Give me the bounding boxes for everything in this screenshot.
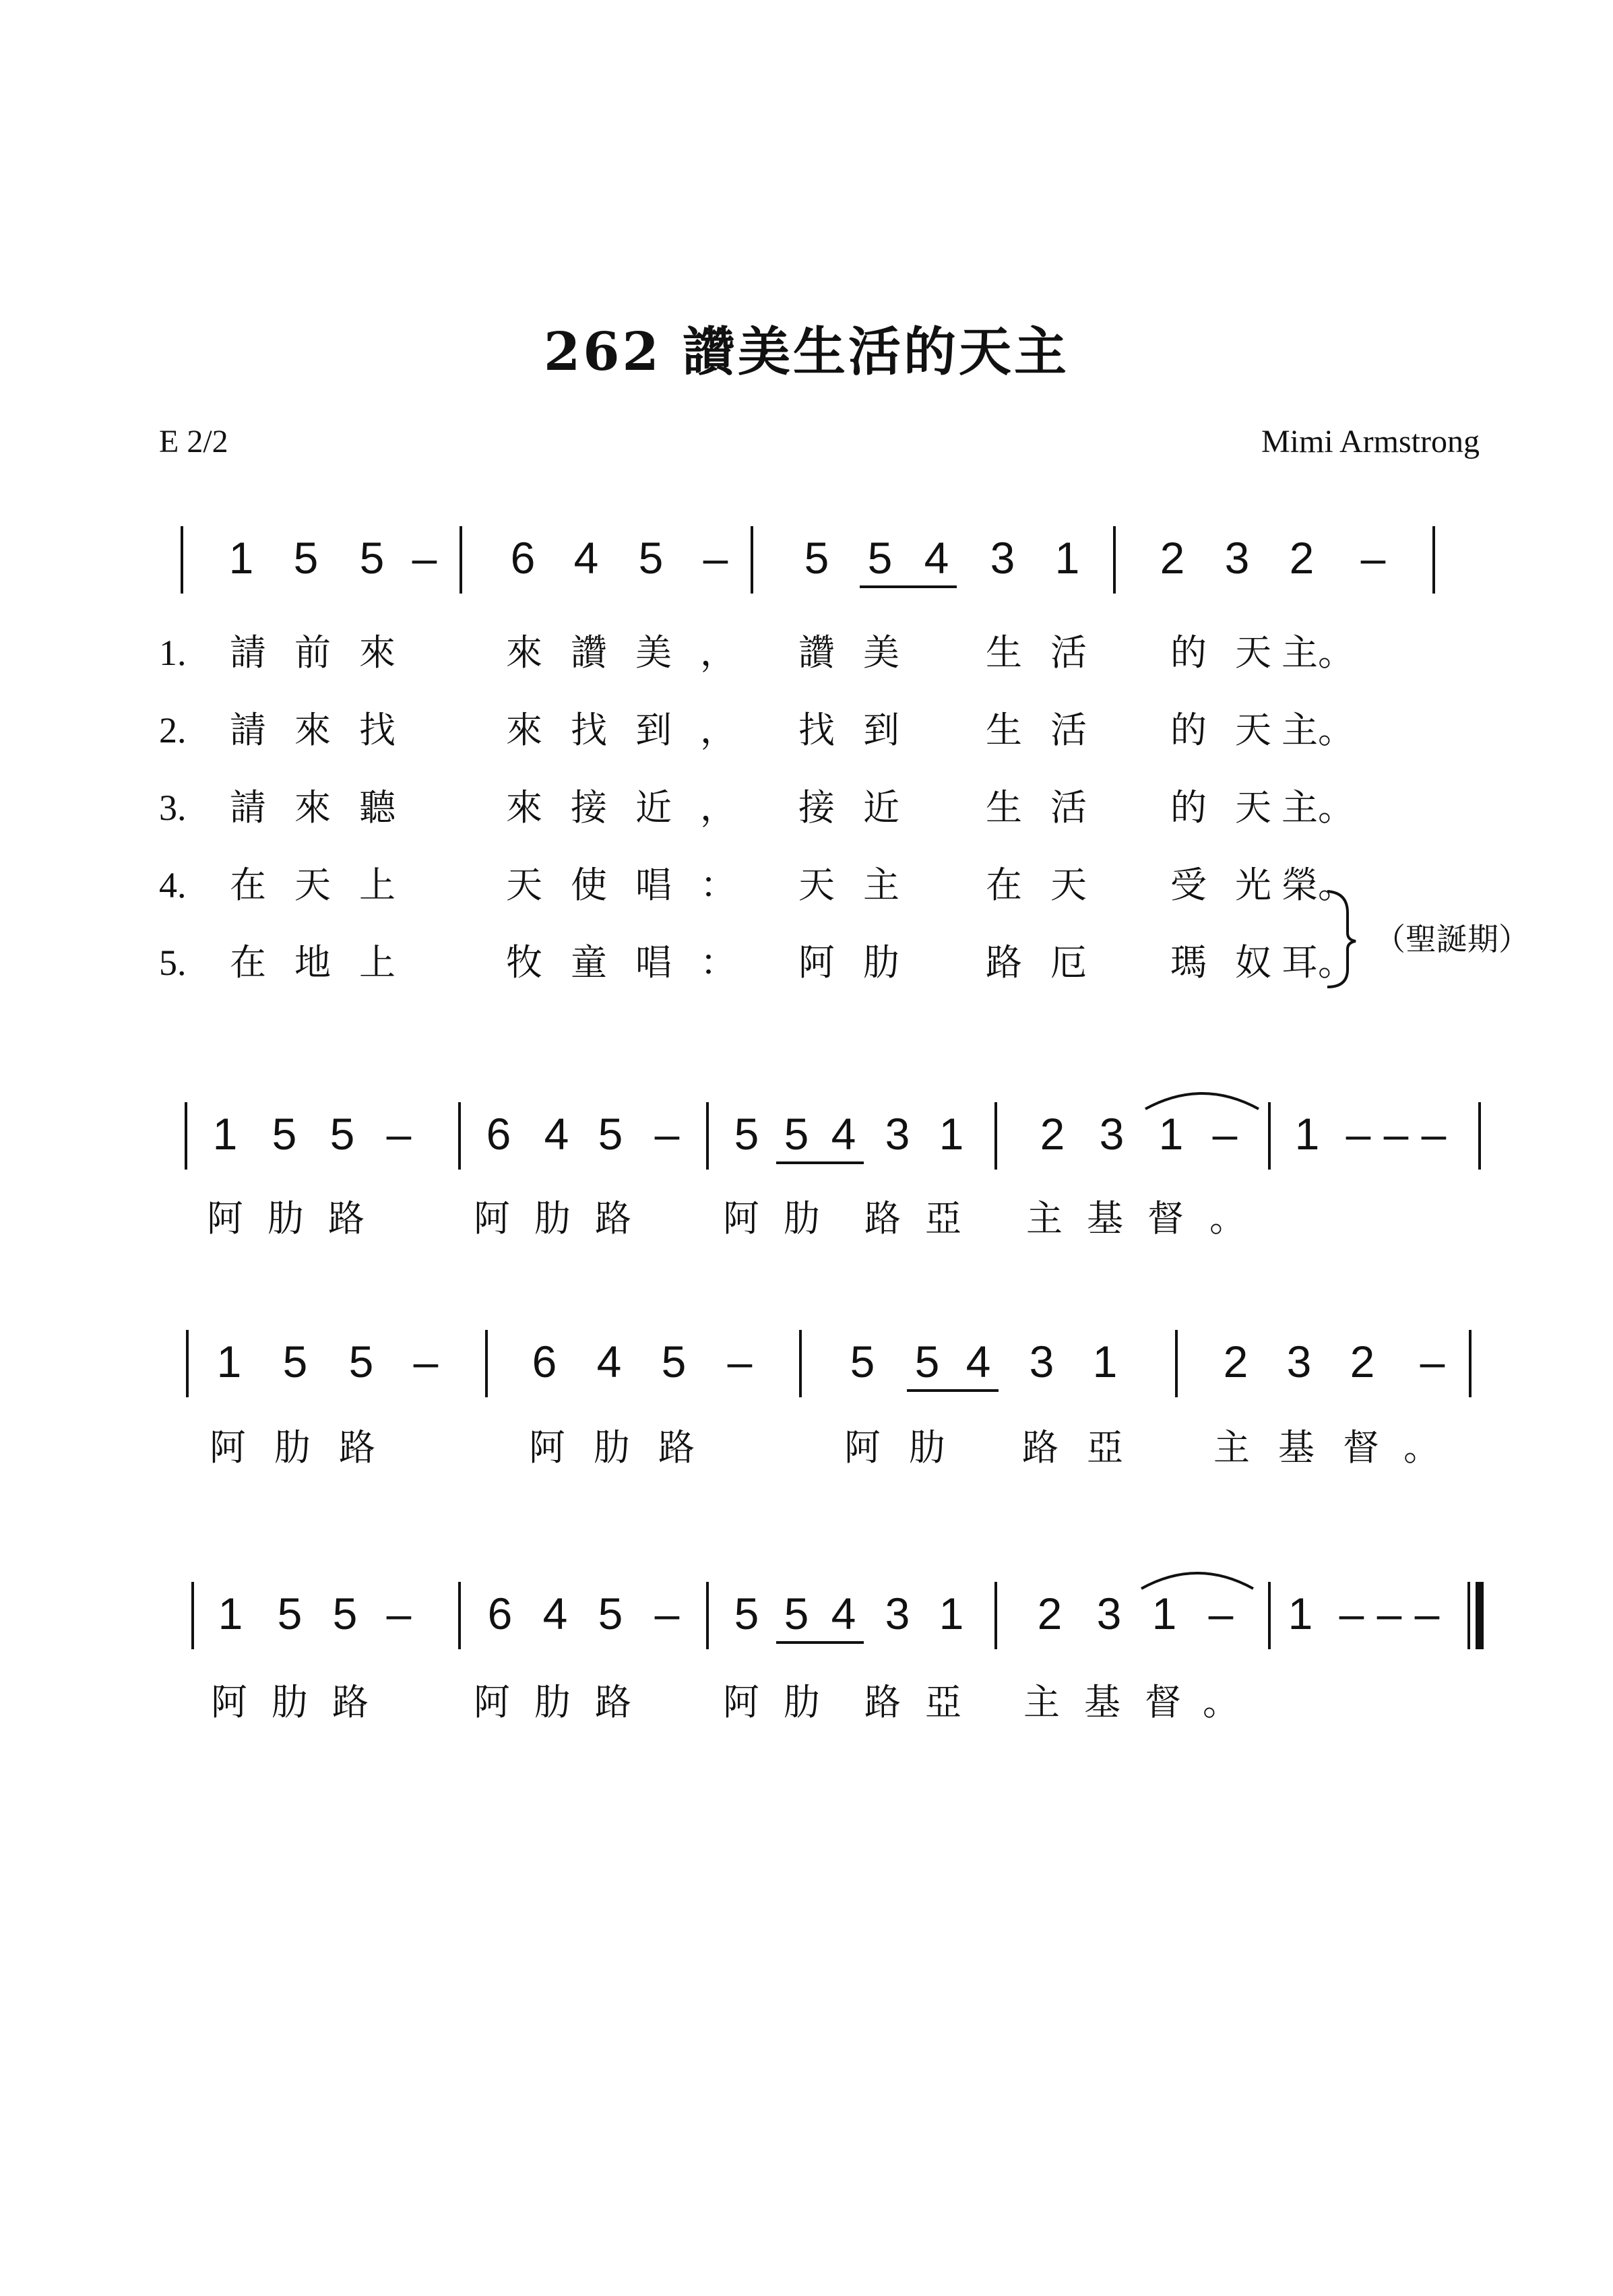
dash-note: – xyxy=(1420,1337,1445,1386)
note-1: 1 xyxy=(1054,533,1080,583)
lyric-char: 肋 xyxy=(863,941,899,984)
composer: Mimi Armstrong xyxy=(1261,424,1480,459)
note-2: 2 xyxy=(1160,533,1185,583)
note-5: 5 xyxy=(638,533,664,583)
lyric-char: 阿 xyxy=(798,941,835,984)
barline xyxy=(458,1582,461,1649)
note-3: 3 xyxy=(990,533,1015,583)
lyric-char: 找 xyxy=(359,709,396,751)
note-1: 1 xyxy=(939,1589,964,1638)
lyric-char: 路 xyxy=(595,1681,631,1723)
dash-note: – xyxy=(1208,1589,1234,1638)
lyric-char: 地 xyxy=(294,941,331,984)
note-1: 1 xyxy=(1294,1109,1320,1159)
lyric-char: 路 xyxy=(864,1681,901,1723)
barline xyxy=(185,1102,187,1170)
dash-note: – xyxy=(1339,1589,1364,1638)
lyric-char: 奴 xyxy=(1235,941,1271,984)
lyric-char: ， xyxy=(700,709,736,751)
lyric-char: 使 xyxy=(571,864,607,906)
lyric-char: 主。 xyxy=(1282,709,1354,751)
note-1: 1 xyxy=(1158,1109,1184,1159)
note-2: 2 xyxy=(1040,1109,1065,1159)
note-1: 1 xyxy=(1092,1337,1118,1386)
lyric-char: 請 xyxy=(230,709,266,751)
note-5: 5 xyxy=(784,1589,809,1638)
lyric-char: 來 xyxy=(294,709,331,751)
note-4: 4 xyxy=(542,1589,568,1638)
lyric-char: 耳。 xyxy=(1282,941,1354,984)
lyric-char: 來 xyxy=(506,786,542,829)
dash-note: – xyxy=(1346,1109,1371,1159)
lyric-char: 。 xyxy=(1209,1197,1246,1240)
note-4: 4 xyxy=(924,533,949,583)
barline xyxy=(1432,526,1435,594)
note-2: 2 xyxy=(1223,1337,1248,1386)
lyric-char: 肋 xyxy=(272,1681,308,1723)
lyric-char: ： xyxy=(700,864,736,906)
barline xyxy=(191,1582,194,1649)
lyric-char: 接 xyxy=(798,786,835,829)
lyric-char: 阿 xyxy=(211,1681,247,1723)
note-5: 5 xyxy=(293,533,319,583)
lyric-char: 來 xyxy=(506,631,542,674)
barline xyxy=(799,1330,802,1397)
note-4: 4 xyxy=(573,533,599,583)
barline xyxy=(1478,1102,1481,1170)
dash-note: – xyxy=(1377,1589,1402,1638)
lyric-char: 上 xyxy=(359,941,396,984)
lyric-char: 肋 xyxy=(267,1197,304,1240)
lyric-char: 童 xyxy=(571,941,607,984)
lyric-char: 阿 xyxy=(723,1681,759,1723)
note-1: 1 xyxy=(228,533,254,583)
lyric-char: 亞 xyxy=(925,1681,961,1723)
lyric-char: 天 xyxy=(1235,631,1271,674)
note-1: 1 xyxy=(212,1109,238,1159)
lyric-char: 主。 xyxy=(1282,786,1354,829)
barline xyxy=(994,1102,997,1170)
note-2: 2 xyxy=(1037,1589,1063,1638)
note-3: 3 xyxy=(1099,1109,1125,1159)
dash-note: – xyxy=(1212,1109,1238,1159)
dash-note: – xyxy=(703,533,728,583)
lyric-char: 主 xyxy=(1213,1426,1250,1469)
note-6: 6 xyxy=(487,1589,513,1638)
lyric-char: 生 xyxy=(986,709,1022,751)
note-5: 5 xyxy=(329,1109,355,1159)
tie-arc xyxy=(1145,1085,1259,1112)
note-5: 5 xyxy=(804,533,829,583)
lyric-char: 阿 xyxy=(844,1426,881,1469)
note-6: 6 xyxy=(486,1109,511,1159)
lyric-char: 督 xyxy=(1147,1197,1184,1240)
lyric-char: 路 xyxy=(595,1197,631,1240)
lyric-char: 路 xyxy=(328,1197,365,1240)
lyric-char: 天 xyxy=(506,864,542,906)
dash-note: – xyxy=(1414,1589,1440,1638)
lyric-char: 生 xyxy=(986,631,1022,674)
verse-number: 2. xyxy=(159,710,187,751)
barline xyxy=(460,526,462,594)
lyric-char: 肋 xyxy=(534,1197,571,1240)
lyric-char: 請 xyxy=(230,786,266,829)
tie-arc xyxy=(1141,1564,1253,1591)
page-title: 262 讚美生活的天主 xyxy=(544,321,1069,383)
lyric-char: 找 xyxy=(798,709,835,751)
lyric-char: 活 xyxy=(1050,786,1087,829)
lyric-char: 主 xyxy=(863,864,899,906)
barline xyxy=(706,1582,709,1649)
barline xyxy=(1113,526,1116,594)
lyric-char: 厄 xyxy=(1050,941,1087,984)
key-signature: E 2/2 xyxy=(159,424,228,459)
note-5: 5 xyxy=(282,1337,308,1386)
note-1: 1 xyxy=(218,1589,243,1638)
eighth-note-underline xyxy=(860,585,957,588)
lyric-char: 督 xyxy=(1145,1681,1181,1723)
eighth-note-underline xyxy=(907,1389,999,1392)
note-4: 4 xyxy=(831,1109,856,1159)
barline xyxy=(1469,1330,1472,1397)
note-5: 5 xyxy=(348,1337,374,1386)
verse-number: 3. xyxy=(159,788,187,828)
note-3: 3 xyxy=(1224,533,1250,583)
lyric-char: 前 xyxy=(294,631,331,674)
barline xyxy=(458,1102,461,1170)
lyric-char: 在 xyxy=(230,941,266,984)
note-1: 1 xyxy=(939,1109,964,1159)
lyric-char: 基 xyxy=(1087,1197,1123,1240)
lyric-char: 肋 xyxy=(909,1426,945,1469)
barline xyxy=(706,1102,709,1170)
lyric-char: 光 xyxy=(1235,864,1271,906)
note-4: 4 xyxy=(966,1337,991,1386)
lyric-char: 近 xyxy=(635,786,672,829)
note-5: 5 xyxy=(332,1589,358,1638)
lyric-char: 唱 xyxy=(635,941,672,984)
lyric-char: 瑪 xyxy=(1170,941,1207,984)
lyric-char: 主。 xyxy=(1282,631,1354,674)
lyric-char: 。 xyxy=(1403,1426,1440,1469)
note-1: 1 xyxy=(1288,1589,1313,1638)
lyric-char: 來 xyxy=(294,786,331,829)
note-3: 3 xyxy=(1096,1589,1122,1638)
note-1: 1 xyxy=(216,1337,242,1386)
note-5: 5 xyxy=(272,1109,297,1159)
lyric-char: 來 xyxy=(359,631,396,674)
barline xyxy=(485,1330,488,1397)
lyric-char: 路 xyxy=(1022,1426,1058,1469)
note-5: 5 xyxy=(598,1109,623,1159)
lyric-char: 牧 xyxy=(506,941,542,984)
note-4: 4 xyxy=(596,1337,622,1386)
lyric-char: 主 xyxy=(1023,1681,1060,1723)
note-5: 5 xyxy=(661,1337,687,1386)
lyric-char: 路 xyxy=(339,1426,375,1469)
eighth-note-underline xyxy=(776,1161,864,1164)
lyric-char: 找 xyxy=(571,709,607,751)
barline xyxy=(1268,1582,1271,1649)
lyric-char: 阿 xyxy=(207,1197,243,1240)
note-3: 3 xyxy=(1029,1337,1054,1386)
lyric-char: 上 xyxy=(359,864,396,906)
note-5: 5 xyxy=(914,1337,940,1386)
lyric-char: 路 xyxy=(986,941,1022,984)
lyric-char: 生 xyxy=(986,786,1022,829)
lyric-char: 肋 xyxy=(274,1426,311,1469)
barline xyxy=(181,526,183,594)
lyric-char: 讚 xyxy=(798,631,835,674)
dash-note: – xyxy=(654,1589,680,1638)
lyric-char: 接 xyxy=(571,786,607,829)
lyric-char: 阿 xyxy=(529,1426,565,1469)
lyric-char: 美 xyxy=(863,631,899,674)
eighth-note-underline xyxy=(776,1641,864,1644)
note-4: 4 xyxy=(544,1109,569,1159)
lyric-char: 基 xyxy=(1084,1681,1120,1723)
lyric-char: 督 xyxy=(1343,1426,1379,1469)
lyric-char: 路 xyxy=(658,1426,695,1469)
dash-note: – xyxy=(386,1109,412,1159)
note-3: 3 xyxy=(1286,1337,1312,1386)
lyric-char: 天 xyxy=(798,864,835,906)
dash-note: – xyxy=(1383,1109,1409,1159)
lyric-char: 到 xyxy=(863,709,899,751)
dash-note: – xyxy=(413,1337,439,1386)
lyric-char: 在 xyxy=(230,864,266,906)
lyric-char: 。 xyxy=(1203,1681,1239,1723)
note-3: 3 xyxy=(885,1109,910,1159)
note-5: 5 xyxy=(867,533,893,583)
lyric-char: 受 xyxy=(1170,864,1207,906)
note-6: 6 xyxy=(510,533,536,583)
note-5: 5 xyxy=(734,1589,759,1638)
lyric-char: 亞 xyxy=(1087,1426,1123,1469)
note-5: 5 xyxy=(850,1337,875,1386)
lyric-char: ， xyxy=(700,786,736,829)
note-1: 1 xyxy=(1151,1589,1177,1638)
barline xyxy=(1175,1330,1178,1397)
lyric-char: 唱 xyxy=(635,864,672,906)
note-2: 2 xyxy=(1350,1337,1375,1386)
lyric-char: 路 xyxy=(864,1197,901,1240)
lyric-char: 榮。 xyxy=(1282,864,1354,906)
lyric-char: 阿 xyxy=(210,1426,246,1469)
note-5: 5 xyxy=(277,1589,303,1638)
lyric-char: 美 xyxy=(635,631,672,674)
note-4: 4 xyxy=(831,1589,856,1638)
lyric-char: 到 xyxy=(635,709,672,751)
lyric-char: 亞 xyxy=(925,1197,961,1240)
lyric-char: 活 xyxy=(1050,709,1087,751)
lyric-char: ： xyxy=(700,941,736,984)
lyric-char: 天 xyxy=(1235,709,1271,751)
lyric-char: 路 xyxy=(332,1681,369,1723)
lyric-char: ， xyxy=(700,631,736,674)
lyric-char: 肋 xyxy=(594,1426,630,1469)
lyric-char: 在 xyxy=(986,864,1022,906)
lyric-char: 請 xyxy=(230,631,266,674)
note-5: 5 xyxy=(359,533,385,583)
verse-brace xyxy=(1321,886,1361,994)
lyric-char: 的 xyxy=(1170,709,1207,751)
season-note: （聖誕期） xyxy=(1374,921,1529,957)
lyric-char: 肋 xyxy=(534,1681,571,1723)
lyric-char: 阿 xyxy=(723,1197,759,1240)
lyric-char: 天 xyxy=(1235,786,1271,829)
dash-note: – xyxy=(654,1109,680,1159)
lyric-char: 的 xyxy=(1170,631,1207,674)
note-2: 2 xyxy=(1289,533,1315,583)
lyric-char: 主 xyxy=(1026,1197,1063,1240)
lyric-char: 阿 xyxy=(474,1681,510,1723)
note-6: 6 xyxy=(532,1337,557,1386)
lyric-char: 的 xyxy=(1170,786,1207,829)
barline xyxy=(751,526,753,594)
lyric-char: 聽 xyxy=(359,786,396,829)
lyric-char: 天 xyxy=(294,864,331,906)
note-5: 5 xyxy=(734,1109,759,1159)
barline xyxy=(994,1582,997,1649)
note-5: 5 xyxy=(784,1109,809,1159)
lyric-char: 肋 xyxy=(784,1681,820,1723)
note-5: 5 xyxy=(598,1589,623,1638)
lyric-char: 肋 xyxy=(784,1197,820,1240)
dash-note: – xyxy=(1360,533,1386,583)
lyric-char: 讚 xyxy=(571,631,607,674)
barline xyxy=(186,1330,189,1397)
lyric-char: 阿 xyxy=(474,1197,510,1240)
lyric-char: 活 xyxy=(1050,631,1087,674)
final-barline-thin xyxy=(1467,1582,1470,1649)
verse-number: 1. xyxy=(159,633,187,673)
dash-note: – xyxy=(386,1589,412,1638)
lyric-char: 天 xyxy=(1050,864,1087,906)
final-barline-thick xyxy=(1476,1582,1484,1649)
lyric-char: 近 xyxy=(863,786,899,829)
lyric-char: 基 xyxy=(1278,1426,1315,1469)
verse-number: 5. xyxy=(159,943,187,983)
dash-note: – xyxy=(412,533,437,583)
note-3: 3 xyxy=(885,1589,910,1638)
dash-note: – xyxy=(727,1337,753,1386)
dash-note: – xyxy=(1421,1109,1447,1159)
lyric-char: 來 xyxy=(506,709,542,751)
verse-number: 4. xyxy=(159,865,187,905)
barline xyxy=(1268,1102,1271,1170)
